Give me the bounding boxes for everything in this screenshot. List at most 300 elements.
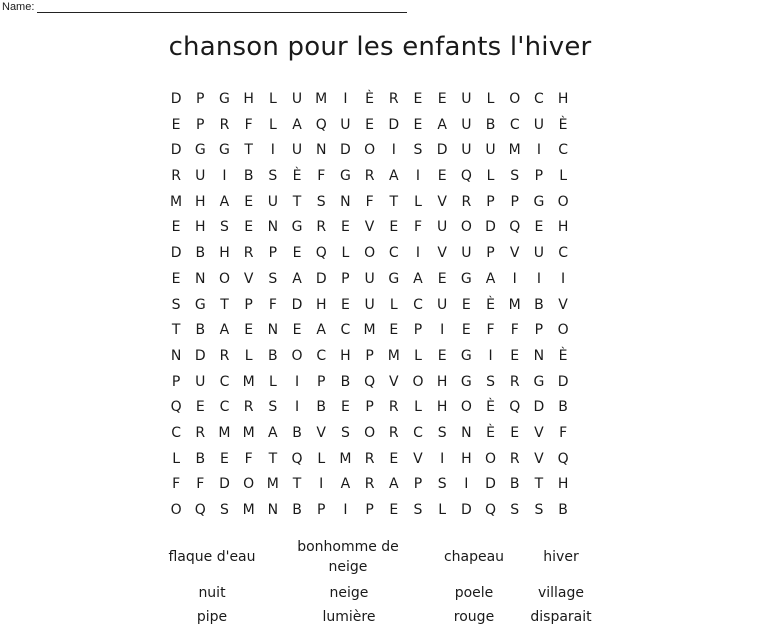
grid-letter: T bbox=[292, 193, 302, 210]
grid-letter: F bbox=[196, 476, 205, 493]
grid-letter: I bbox=[464, 476, 469, 493]
grid-letter: L bbox=[414, 399, 422, 416]
grid-letter: N bbox=[340, 193, 351, 210]
grid-letter: S bbox=[510, 168, 520, 185]
grid-letter: C bbox=[171, 424, 181, 441]
grid-letter: B bbox=[316, 399, 327, 416]
grid-letter: F bbox=[510, 322, 519, 339]
grid-letter: P bbox=[365, 502, 374, 518]
grid-letter: S bbox=[437, 476, 447, 493]
grid-letter: È bbox=[486, 296, 495, 313]
grid-letter: E bbox=[437, 91, 447, 107]
grid-letter: D bbox=[388, 116, 400, 133]
grid-letter: È bbox=[558, 116, 568, 133]
word-bank-item: village bbox=[537, 585, 585, 601]
grid-letter: E bbox=[244, 193, 254, 210]
grid-letter: L bbox=[486, 168, 495, 185]
grid-letter: P bbox=[413, 476, 423, 493]
grid-letter: L bbox=[438, 502, 447, 518]
grid-letter: M bbox=[266, 476, 279, 493]
grid-letter: R bbox=[171, 168, 181, 185]
grid-letter: È bbox=[558, 347, 568, 364]
grid-letter: F bbox=[559, 424, 568, 441]
grid-letter: U bbox=[267, 193, 278, 210]
grid-letter: U bbox=[485, 142, 496, 159]
grid-letter: I bbox=[512, 270, 517, 287]
grid-letter: H bbox=[557, 219, 569, 236]
grid-letter: V bbox=[316, 424, 326, 441]
grid-letter: T bbox=[220, 296, 229, 313]
grid-letter: O bbox=[557, 322, 569, 339]
word-bank-item: bonhomme de neige bbox=[297, 539, 399, 575]
grid-letter: I bbox=[415, 168, 421, 185]
grid-letter: E bbox=[220, 450, 229, 467]
grid-letter: S bbox=[268, 270, 278, 287]
grid-letter: P bbox=[486, 245, 495, 262]
word-bank-item: neige bbox=[329, 585, 369, 601]
grid-letter: T bbox=[534, 476, 544, 493]
grid-letter: R bbox=[219, 347, 230, 364]
grid-letter: E bbox=[389, 502, 399, 518]
grid-letter: G bbox=[219, 142, 230, 159]
grid-letter: T bbox=[292, 476, 302, 493]
grid-letter: B bbox=[558, 399, 568, 416]
grid-letter: G bbox=[460, 347, 472, 364]
word-bank-item: chapeau bbox=[443, 549, 505, 565]
grid-letter: U bbox=[533, 245, 545, 262]
grid-letter: V bbox=[437, 193, 447, 210]
grid-letter: S bbox=[220, 219, 229, 236]
grid-letter: P bbox=[171, 373, 181, 390]
grid-letter: F bbox=[244, 450, 253, 467]
grid-letter: S bbox=[316, 193, 326, 210]
grid-letter: V bbox=[364, 219, 375, 236]
grid-letter: E bbox=[340, 219, 350, 236]
grid-letter: E bbox=[365, 116, 375, 133]
grid-letter: L bbox=[268, 116, 277, 133]
grid-letter: U bbox=[364, 270, 375, 287]
grid-letter: M bbox=[170, 193, 183, 210]
grid-letter: B bbox=[243, 168, 254, 185]
word-bank-item: pipe bbox=[196, 609, 228, 625]
grid-letter: A bbox=[340, 476, 351, 493]
grid-letter: G bbox=[460, 373, 472, 390]
grid-letter: P bbox=[365, 399, 374, 416]
grid-letter: E bbox=[340, 296, 350, 313]
grid-letter: È bbox=[486, 424, 495, 441]
grid-letter: C bbox=[316, 347, 327, 364]
grid-letter: F bbox=[413, 219, 422, 236]
grid-letter: Q bbox=[509, 219, 521, 236]
grid-letter: L bbox=[559, 168, 567, 185]
grid-letter: S bbox=[486, 373, 495, 390]
grid-letter: L bbox=[317, 450, 326, 467]
grid-letter: A bbox=[219, 322, 230, 339]
grid-letter: V bbox=[509, 245, 520, 262]
grid-letter: P bbox=[510, 193, 519, 210]
grid-letter: Q bbox=[557, 450, 569, 467]
grid-letter: O bbox=[460, 219, 472, 236]
grid-letter: O bbox=[291, 347, 303, 364]
grid-letter: R bbox=[243, 245, 254, 262]
grid-letter: U bbox=[533, 116, 545, 133]
grid-letter: B bbox=[509, 476, 520, 493]
grid-letter: U bbox=[291, 142, 303, 159]
grid-letter: O bbox=[460, 399, 472, 416]
grid-letter: D bbox=[291, 296, 303, 313]
grid-letter: O bbox=[412, 373, 424, 390]
grid-letter: Q bbox=[170, 399, 182, 416]
grid-letter: V bbox=[558, 296, 568, 313]
grid-letter: D bbox=[460, 502, 472, 518]
grid-letter: T bbox=[171, 322, 181, 339]
grid-letter: N bbox=[533, 347, 545, 364]
grid-letter: C bbox=[413, 296, 423, 313]
grid-letter: G bbox=[533, 193, 545, 210]
grid-letter: A bbox=[219, 193, 230, 210]
grid-letter: Q bbox=[509, 399, 521, 416]
grid-letter: H bbox=[436, 373, 448, 390]
grid-letter: B bbox=[340, 373, 351, 390]
grid-letter: E bbox=[437, 270, 447, 287]
grid-letter: R bbox=[316, 219, 327, 236]
grid-letter: H bbox=[436, 399, 448, 416]
grid-letter: S bbox=[220, 502, 229, 518]
grid-letter: C bbox=[534, 91, 544, 107]
grid-letter: B bbox=[195, 245, 206, 262]
grid-letter: C bbox=[219, 399, 230, 416]
grid-letter: Q bbox=[364, 373, 376, 390]
grid-letter: R bbox=[388, 399, 399, 416]
grid-letter: V bbox=[437, 245, 447, 262]
grid-letter: I bbox=[488, 347, 493, 364]
grid-letter: B bbox=[292, 424, 302, 441]
grid-letter: V bbox=[243, 270, 254, 287]
grid-letter: C bbox=[558, 245, 568, 262]
grid-letter: R bbox=[195, 424, 206, 441]
grid-letter: G bbox=[194, 142, 206, 159]
grid-letter: I bbox=[536, 270, 541, 287]
grid-letter: O bbox=[364, 142, 376, 159]
grid-letter: E bbox=[389, 450, 399, 467]
grid-letter: O bbox=[557, 193, 569, 210]
word-bank-item: lumière bbox=[322, 609, 376, 625]
grid-letter: G bbox=[460, 270, 472, 287]
grid-letter: A bbox=[292, 116, 302, 133]
grid-letter: O bbox=[509, 91, 521, 107]
grid-letter: L bbox=[486, 91, 495, 107]
grid-letter: U bbox=[461, 245, 472, 262]
grid-letter: Q bbox=[194, 502, 206, 518]
grid-letter: G bbox=[291, 219, 303, 236]
grid-letter: D bbox=[557, 373, 569, 390]
grid-letter: E bbox=[171, 219, 181, 236]
grid-letter: T bbox=[268, 450, 278, 467]
word-search-grid bbox=[164, 87, 575, 524]
grid-letter: L bbox=[341, 245, 350, 262]
grid-letter: P bbox=[196, 116, 205, 133]
grid-letter: O bbox=[485, 450, 497, 467]
grid-letter: L bbox=[268, 91, 277, 107]
grid-letter: H bbox=[195, 219, 206, 236]
grid-letter: P bbox=[534, 322, 544, 339]
grid-letter: I bbox=[222, 168, 227, 185]
grid-letter: I bbox=[294, 373, 300, 390]
grid-letter: A bbox=[292, 270, 302, 287]
grid-letter: M bbox=[242, 502, 255, 518]
grid-letter: B bbox=[558, 502, 568, 518]
grid-letter: A bbox=[485, 270, 496, 287]
grid-letter: E bbox=[461, 296, 471, 313]
grid-letter: E bbox=[510, 347, 520, 364]
word-bank-item: hiver bbox=[543, 549, 579, 565]
grid-letter: B bbox=[292, 502, 302, 518]
grid-letter: U bbox=[340, 116, 351, 133]
grid-letter: C bbox=[509, 116, 520, 133]
grid-letter: H bbox=[461, 450, 472, 467]
grid-letter: R bbox=[364, 476, 375, 493]
grid-letter: T bbox=[389, 193, 399, 210]
grid-letter: S bbox=[510, 502, 520, 518]
word-bank-item: disparait bbox=[530, 609, 592, 625]
grid-letter: P bbox=[268, 245, 278, 262]
grid-letter: H bbox=[195, 193, 206, 210]
grid-letter: M bbox=[315, 91, 328, 107]
grid-letter: E bbox=[437, 347, 447, 364]
grid-letter: M bbox=[387, 347, 400, 364]
grid-letter: M bbox=[242, 424, 255, 441]
grid-letter: E bbox=[195, 399, 205, 416]
grid-letter: P bbox=[196, 91, 205, 107]
grid-letter: Q bbox=[485, 502, 497, 518]
grid-letter: T bbox=[244, 142, 253, 159]
grid-letter: H bbox=[219, 245, 230, 262]
grid-letter: M bbox=[508, 296, 521, 313]
grid-letter: O bbox=[364, 424, 376, 441]
grid-letter: P bbox=[534, 168, 544, 185]
grid-letter: P bbox=[413, 322, 423, 339]
grid-letter: U bbox=[461, 142, 472, 159]
grid-letter: D bbox=[219, 476, 230, 493]
grid-letter: M bbox=[339, 450, 352, 467]
grid-letter: U bbox=[461, 116, 472, 133]
grid-letter: L bbox=[172, 450, 180, 467]
grid-letter: G bbox=[219, 91, 230, 107]
grid-letter: V bbox=[534, 424, 544, 441]
grid-letter: D bbox=[194, 347, 206, 364]
grid-letter: I bbox=[561, 270, 566, 287]
grid-letter: C bbox=[219, 373, 230, 390]
grid-letter: B bbox=[195, 450, 206, 467]
word-bank-item: nuit bbox=[198, 585, 226, 601]
grid-letter: B bbox=[195, 322, 206, 339]
grid-letter: G bbox=[533, 373, 545, 390]
grid-letter: L bbox=[414, 347, 422, 364]
grid-letter: U bbox=[195, 373, 206, 390]
grid-letter: R bbox=[461, 193, 472, 210]
grid-letter: R bbox=[219, 116, 230, 133]
grid-letter: N bbox=[461, 424, 472, 441]
grid-letter: S bbox=[340, 424, 350, 441]
grid-letter: E bbox=[171, 270, 181, 287]
grid-letter: R bbox=[509, 373, 520, 390]
grid-letter: S bbox=[171, 296, 181, 313]
grid-letter: H bbox=[315, 296, 327, 313]
grid-letter: F bbox=[172, 476, 181, 493]
grid-letter: G bbox=[194, 296, 206, 313]
grid-letter: A bbox=[388, 476, 399, 493]
grid-letter: U bbox=[195, 168, 206, 185]
word-bank-item: rouge bbox=[453, 609, 495, 625]
grid-letter: E bbox=[389, 219, 399, 236]
grid-letter: S bbox=[413, 502, 423, 518]
grid-letter: B bbox=[268, 347, 278, 364]
grid-letter: I bbox=[319, 476, 324, 493]
grid-letter: M bbox=[508, 142, 521, 159]
grid-letter: O bbox=[243, 476, 255, 493]
grid-letter: Q bbox=[315, 116, 327, 133]
grid-letter: A bbox=[437, 116, 447, 133]
grid-letter: I bbox=[270, 142, 275, 159]
grid-letter: S bbox=[437, 424, 447, 441]
grid-letter: P bbox=[341, 270, 350, 287]
grid-letter: O bbox=[218, 270, 230, 287]
grid-letter: D bbox=[340, 142, 351, 159]
grid-letter: D bbox=[485, 476, 496, 493]
grid-letter: F bbox=[268, 296, 277, 313]
grid-letter: O bbox=[170, 502, 182, 518]
grid-letter: I bbox=[440, 322, 445, 339]
grid-letter: L bbox=[389, 296, 398, 313]
grid-letter: F bbox=[317, 168, 326, 185]
grid-letter: E bbox=[413, 116, 423, 133]
grid-letter: R bbox=[388, 424, 399, 441]
grid-letter: P bbox=[486, 193, 495, 210]
grid-letter: R bbox=[364, 168, 375, 185]
grid-letter: I bbox=[343, 502, 348, 518]
grid-letter: P bbox=[244, 296, 253, 313]
grid-letter: C bbox=[388, 245, 399, 262]
grid-letter: D bbox=[170, 91, 182, 107]
grid-letter: A bbox=[316, 322, 326, 339]
grid-letter: E bbox=[340, 399, 350, 416]
grid-letter: È bbox=[365, 91, 375, 107]
grid-letter: B bbox=[534, 296, 544, 313]
grid-letter: I bbox=[294, 399, 300, 416]
grid-letter: E bbox=[461, 322, 471, 339]
grid-letter: E bbox=[389, 322, 399, 339]
grid-letter: F bbox=[365, 193, 374, 210]
grid-letter: C bbox=[340, 322, 351, 339]
grid-letter: P bbox=[316, 502, 326, 518]
grid-letter: D bbox=[533, 399, 545, 416]
grid-letter: R bbox=[364, 450, 375, 467]
grid-letter: M bbox=[218, 424, 231, 441]
grid-letter: S bbox=[268, 399, 278, 416]
grid-letter: C bbox=[413, 424, 423, 441]
grid-letter: A bbox=[388, 168, 399, 185]
grid-letter: R bbox=[243, 399, 254, 416]
grid-letter: U bbox=[461, 91, 472, 107]
grid-letter: Q bbox=[460, 168, 472, 185]
grid-letter: Q bbox=[291, 450, 303, 467]
grid-letter: R bbox=[388, 91, 399, 107]
grid-letter: I bbox=[415, 245, 421, 262]
word-bank-item: flaque d'eau bbox=[168, 549, 256, 565]
grid-letter: U bbox=[364, 296, 375, 313]
grid-letter: O bbox=[364, 245, 376, 262]
grid-letter: H bbox=[243, 91, 254, 107]
grid-letter: N bbox=[195, 270, 206, 287]
grid-letter: M bbox=[363, 322, 376, 339]
grid-letter: E bbox=[171, 116, 181, 133]
grid-letter: V bbox=[413, 450, 423, 467]
grid-letter: U bbox=[437, 219, 448, 236]
grid-letter: B bbox=[485, 116, 496, 133]
page-title: chanson pour les enfants l'hiver bbox=[168, 32, 592, 62]
grid-letter: A bbox=[268, 424, 278, 441]
grid-letter: D bbox=[436, 142, 448, 159]
grid-letter: I bbox=[391, 142, 396, 159]
grid-letter: M bbox=[242, 373, 255, 390]
grid-letter: N bbox=[267, 322, 279, 339]
name-label: Name: bbox=[2, 1, 35, 13]
grid-letter: S bbox=[268, 168, 278, 185]
name-underline bbox=[37, 0, 407, 13]
grid-letter: F bbox=[486, 322, 495, 339]
grid-letter: Q bbox=[315, 245, 327, 262]
grid-letter: V bbox=[388, 373, 399, 390]
grid-letter: D bbox=[315, 270, 327, 287]
grid-letter: H bbox=[557, 476, 569, 493]
grid-letter: D bbox=[170, 142, 182, 159]
grid-letter: L bbox=[244, 347, 253, 364]
grid-letter: S bbox=[413, 142, 423, 159]
grid-letter: N bbox=[267, 219, 279, 236]
grid-letter: L bbox=[268, 373, 277, 390]
grid-letter: F bbox=[244, 116, 253, 133]
grid-letter: S bbox=[534, 502, 544, 518]
grid-letter: U bbox=[291, 91, 303, 107]
grid-letter: E bbox=[510, 424, 520, 441]
grid-letter: C bbox=[558, 142, 568, 159]
grid-letter: A bbox=[413, 270, 423, 287]
grid-letter: V bbox=[534, 450, 544, 467]
grid-letter: R bbox=[509, 450, 520, 467]
word-bank-item: poele bbox=[454, 585, 494, 601]
grid-letter: N bbox=[267, 502, 279, 518]
grid-letter: U bbox=[437, 296, 448, 313]
grid-letter: E bbox=[534, 219, 544, 236]
grid-letter: G bbox=[388, 270, 400, 287]
grid-letter: D bbox=[485, 219, 496, 236]
grid-letter: E bbox=[292, 322, 302, 339]
grid-letter: D bbox=[170, 245, 182, 262]
grid-letter: È bbox=[486, 399, 495, 416]
grid-letter: H bbox=[557, 91, 569, 107]
grid-letter: L bbox=[414, 193, 422, 210]
grid-letter: E bbox=[413, 91, 423, 107]
grid-letter: H bbox=[340, 347, 351, 364]
grid-letter: I bbox=[343, 91, 348, 107]
grid-letter: G bbox=[339, 168, 351, 185]
grid-letter: I bbox=[440, 450, 445, 467]
grid-letter: P bbox=[316, 373, 326, 390]
grid-letter: I bbox=[536, 142, 541, 159]
name-field bbox=[2, 0, 407, 13]
grid-letter: E bbox=[244, 322, 254, 339]
grid-letter: È bbox=[292, 168, 302, 185]
